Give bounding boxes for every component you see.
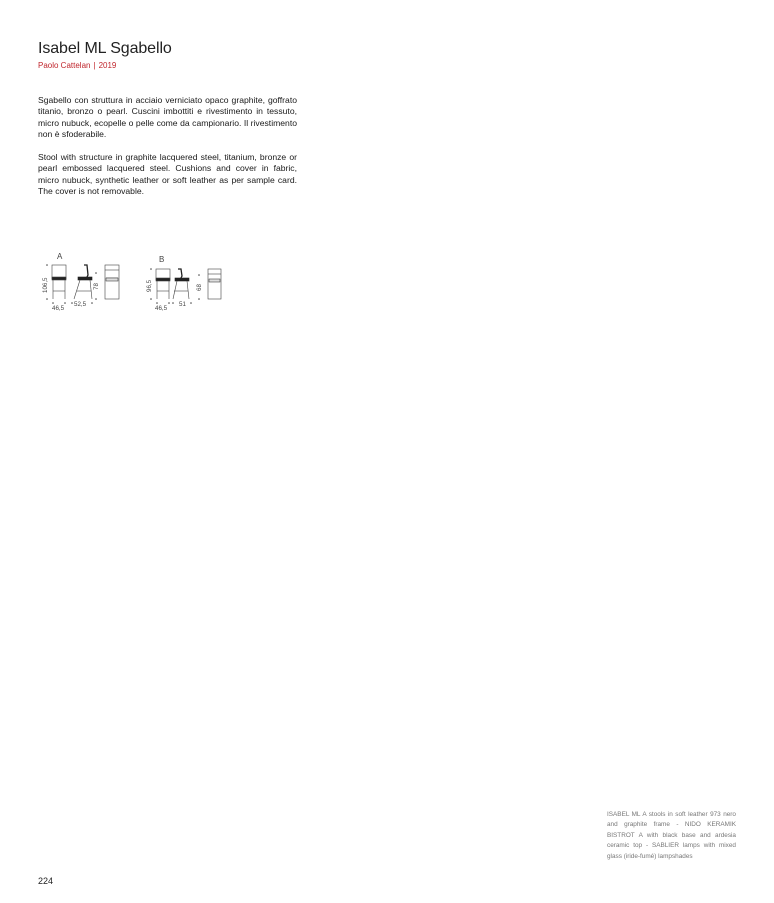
diagram-a-width: 46,5: [52, 305, 65, 312]
photo-caption: ISABEL ML A stools in soft leather 973 nero and graphite frame - NIDO KERAMIK BISTROT A with black base and ardesia ceramic top - SABLIER lamps with mixed glass (iride-fumé) lampshades: [607, 811, 736, 860]
diagram-a-label: A: [57, 252, 63, 261]
designer-name: Paolo Cattelan: [38, 61, 91, 70]
stool-a-side-view: [74, 265, 92, 299]
designer-separator: |: [93, 61, 96, 70]
description-english: Stool with structure in graphite lacquered steel, titanium, bronze or pearl embossed lacquered steel. Cushions and cover in fabric, micro nubuck, synthetic leather or soft leather as per sample card. The cover is not removable.: [38, 152, 297, 197]
designer-line: [38, 61, 116, 70]
stool-b-side-view: [173, 269, 189, 299]
stool-b-top-view: [208, 269, 221, 299]
dimension-diagrams: [36, 248, 236, 316]
diagram-a-depth: 52,5: [74, 301, 87, 308]
diagram-b-depth: 51: [179, 301, 186, 308]
stool-a-top-view: [105, 265, 119, 299]
diagram-b: [146, 255, 221, 312]
diagram-a-height: 106,5: [42, 277, 49, 293]
diagram-a-seat-height: 78: [93, 283, 100, 290]
diagram-b-label: B: [159, 255, 165, 264]
description-italian: Sgabello con struttura in acciaio verniciato opaco graphite, goffrato titanio, bronzo o pearl. Cuscini imbottiti e rivestimento in tessuto, micro nubuck, ecopelle o pelle come da campionario. Il rivestimento non è sfoderabile.: [38, 95, 297, 140]
page-title: Isabel ML Sgabello: [38, 40, 172, 57]
page-number: 224: [38, 876, 54, 886]
stool-b-front-view: [156, 269, 170, 299]
design-year: 2019: [98, 61, 117, 70]
diagram-b-width: 46,5: [155, 305, 168, 312]
diagram-b-seat-height: 68: [196, 284, 203, 291]
stool-a-front-view: [52, 265, 66, 299]
diagram-a: [42, 252, 119, 312]
diagram-b-height: 96,5: [146, 279, 153, 292]
